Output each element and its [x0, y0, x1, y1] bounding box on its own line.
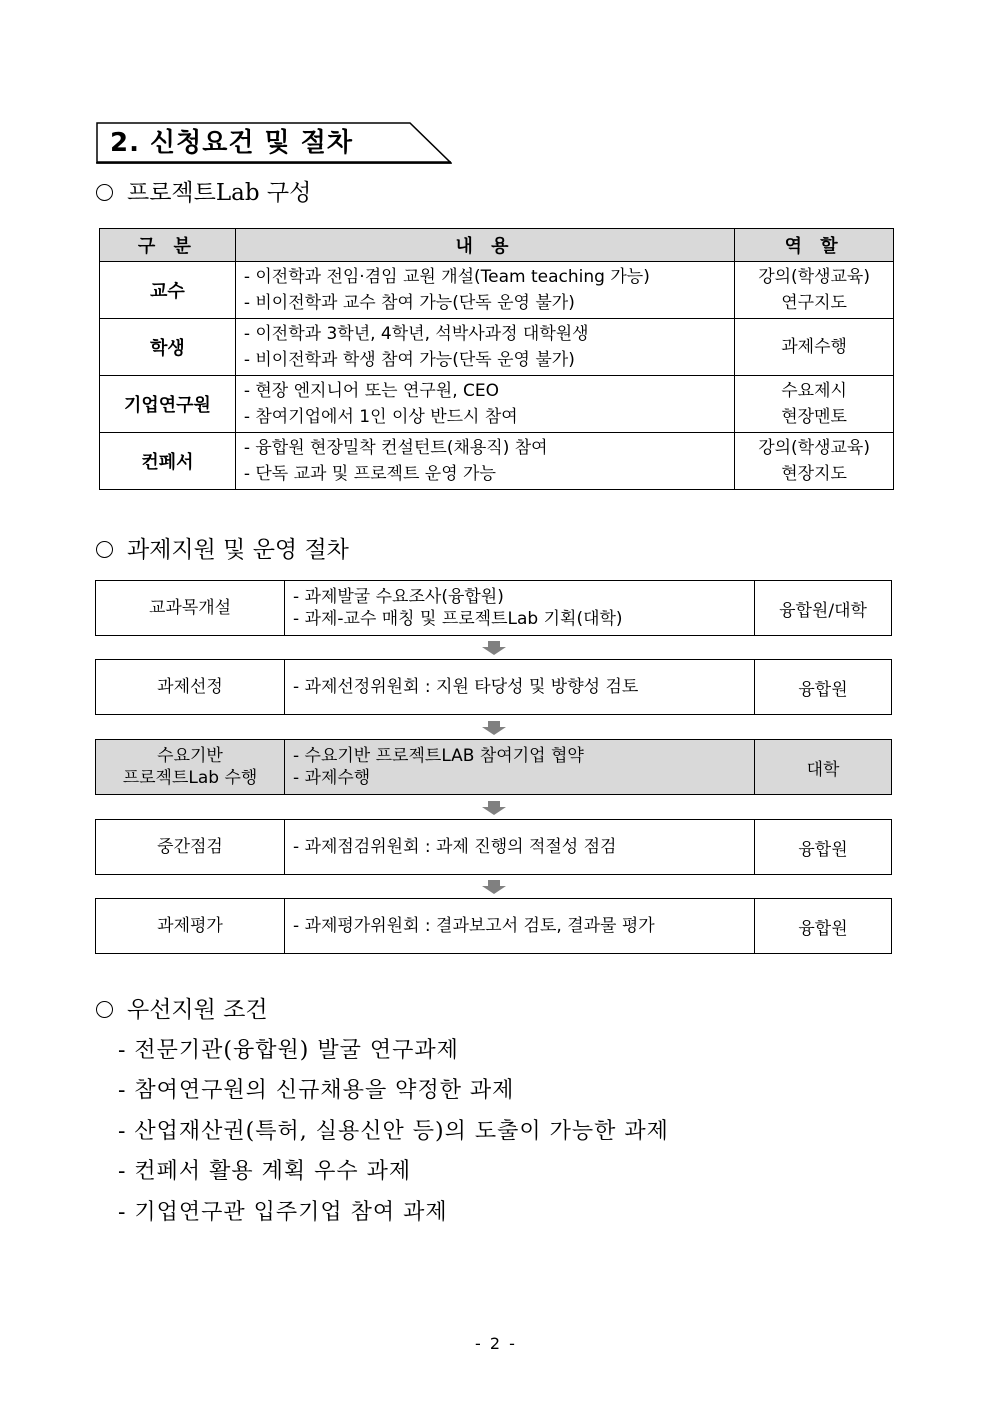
role-line: 현장지도: [781, 464, 847, 484]
step-details: [285, 581, 755, 635]
detail-line: - 과제점검위원회 : 과제 진행의 적절성 점검: [293, 837, 617, 857]
circle-bullet-icon: [96, 184, 113, 201]
role-line: 과제수행: [781, 337, 847, 357]
down-arrow-icon: [482, 801, 506, 815]
row-role: [735, 376, 894, 433]
detail-line: - 수요기반 프로젝트LAB 참여기업 협약: [293, 746, 584, 766]
row-role: [735, 319, 894, 376]
role-line: 연구지도: [781, 293, 847, 313]
row-content: [235, 376, 734, 433]
process-step: [95, 659, 892, 715]
row-role: [735, 262, 894, 319]
process-step: [95, 819, 892, 875]
content-line: - 참여기업에서 1인 이상 반드시 참여: [243, 407, 518, 427]
section1-header: [96, 178, 311, 208]
detail-line: - 과제선정위원회 : 지원 타당성 및 방향성 검토: [293, 677, 639, 697]
page-number: - 2 -: [475, 1334, 517, 1353]
role-line: 현장멘토: [781, 407, 847, 427]
row-content: [235, 433, 734, 490]
content-line: - 비이전학과 교수 참여 가능(단독 운영 불가): [243, 293, 575, 313]
down-arrow-icon: [482, 880, 506, 894]
step-details: [285, 660, 755, 714]
condition-item: - 전문기관(융합원) 발굴 연구과제: [118, 1038, 459, 1063]
section1-title: 프로젝트Lab 구성: [127, 180, 312, 206]
header-content: 내 용: [235, 229, 734, 262]
heading-title: 2. 신청요건 및 절차: [110, 128, 353, 158]
header-category: 구 분: [100, 229, 236, 262]
row-role: [735, 433, 894, 490]
detail-line: - 과제수행: [293, 768, 371, 788]
step-owner: 융합원: [798, 839, 848, 860]
detail-line: - 과제평가위원회 : 결과보고서 검토, 결과물 평가: [293, 916, 655, 936]
table-header-row: [100, 229, 894, 262]
table-row: [100, 376, 894, 433]
section2-header: [96, 535, 349, 565]
content-line: - 이전학과 3학년, 4학년, 석박사과정 대학원생: [243, 324, 589, 344]
detail-line: - 과제발굴 수요조사(융합원): [293, 587, 504, 607]
step-owner: 융합원/대학: [779, 600, 867, 621]
step-details: [285, 820, 755, 874]
step-stage: 과제평가: [96, 899, 285, 953]
table-row: [100, 319, 894, 376]
content-line: - 비이전학과 학생 참여 가능(단독 운영 불가): [243, 350, 575, 370]
step-owner: 융합원: [798, 918, 848, 939]
section-heading: [96, 122, 452, 164]
circle-bullet-icon: [96, 541, 113, 558]
step-details: [285, 899, 755, 953]
content-line: - 현장 엔지니어 또는 연구원, CEO: [243, 381, 500, 401]
process-step: [95, 898, 892, 954]
process-step: [95, 739, 892, 795]
condition-item: - 참여연구원의 신규채용을 약정한 과제: [118, 1078, 515, 1103]
content-line: - 융합원 현장밀착 컨설턴트(채용직) 참여: [243, 438, 548, 458]
down-arrow-icon: [482, 641, 506, 655]
header-role: 역 할: [735, 229, 894, 262]
content-line: - 단독 교과 및 프로젝트 운영 가능: [243, 464, 496, 484]
step-details: [285, 740, 755, 794]
stage-line: 수요기반: [157, 746, 223, 766]
condition-item: - 컨페서 활용 계획 우수 과제: [118, 1159, 412, 1184]
composition-table: [99, 228, 894, 490]
row-category: 교수: [100, 262, 236, 319]
stage-line: 프로젝트Lab 수행: [122, 768, 258, 788]
condition-item: - 기업연구관 입주기업 참여 과제: [118, 1200, 448, 1225]
role-line: 수요제시: [781, 381, 847, 401]
step-stage: 과제선정: [96, 660, 285, 714]
section2-title: 과제지원 및 운영 절차: [127, 537, 349, 563]
row-category: 기업연구원: [100, 376, 236, 433]
step-stage: 중간점검: [96, 820, 285, 874]
role-line: 강의(학생교육): [758, 438, 870, 458]
row-content: [235, 262, 734, 319]
down-arrow-icon: [482, 721, 506, 735]
row-category: 학생: [100, 319, 236, 376]
section3-header: [96, 995, 268, 1025]
detail-line: - 과제-교수 매칭 및 프로젝트Lab 기획(대학): [293, 609, 623, 629]
section3-title: 우선지원 조건: [127, 997, 268, 1023]
process-step: [95, 580, 892, 636]
step-stage: 교과목개설: [96, 581, 285, 635]
circle-bullet-icon: [96, 1001, 113, 1018]
row-content: [235, 319, 734, 376]
table-row: [100, 262, 894, 319]
step-owner: 대학: [806, 759, 840, 780]
role-line: 강의(학생교육): [758, 267, 870, 287]
step-owner: 융합원: [798, 679, 848, 700]
row-category: 컨페서: [100, 433, 236, 490]
table-row: [100, 433, 894, 490]
step-stage: [96, 740, 285, 794]
condition-item: - 산업재산권(특허, 실용신안 등)의 도출이 가능한 과제: [118, 1119, 669, 1144]
content-line: - 이전학과 전임·겸임 교원 개설(Team teaching 가능): [243, 267, 650, 287]
